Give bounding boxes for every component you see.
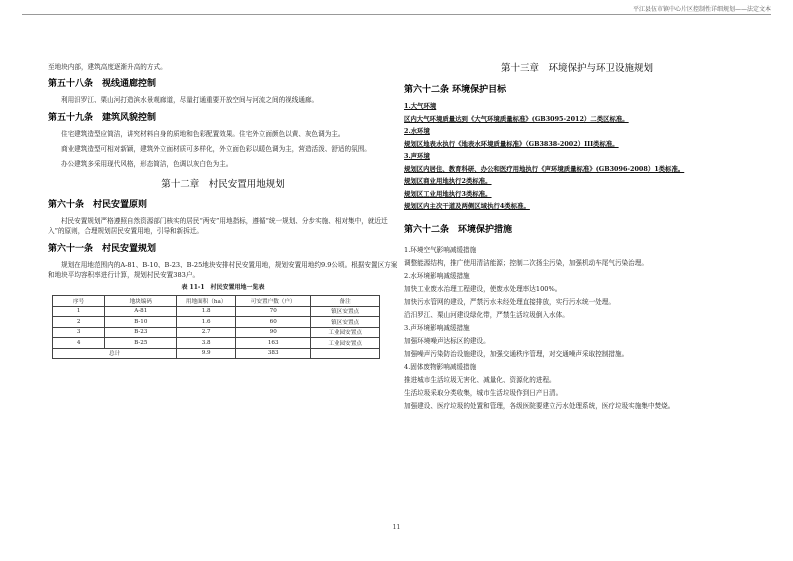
table-cell: 4 — [53, 338, 105, 349]
table-cell: 1 — [53, 306, 105, 317]
table-cell: 163 — [236, 338, 311, 349]
article-61-body: 规划在用地范围内的A-81、B-10、B-23、B-25地块安排村民安置用地，规划安置用地约9.9公顷。根据安置区方案和地块平均容积率进行计算，规划村民安置383户。 — [48, 261, 398, 279]
table-cell: B-10 — [105, 317, 177, 328]
page-number: 11 — [392, 524, 401, 531]
measure-line: 加强噪声污染防治设施建设，加强交通秩序管理，对交通噪声采取控制措施。 — [404, 349, 629, 358]
table-row — [53, 338, 380, 349]
table-header-row — [53, 296, 380, 307]
article-59-paragraph: 商业建筑造型可相对新颖，建筑外立面材质可多样化，外立面色彩以暖色调为主，营造活泼、舒适的氛围。 — [61, 145, 371, 153]
article-58-body: 利用汨罗江、栗山河打造滨水景观廊道，尽量打通重要开放空间与河流之间的视线通廊。 — [61, 96, 319, 104]
measure-line: 生活垃圾采取分类收集，城市生活垃圾作到日产日清。 — [404, 388, 563, 397]
table-row — [53, 317, 380, 328]
article-59-paragraph: 办公建筑多采用现代风格，形态简洁，色调以灰白色为主。 — [61, 160, 233, 168]
goal-item: 规划区内居住、教育科研、办公和医疗用地执行《声环境质量标准》(GB3096-2008）1类标准。 — [404, 164, 685, 173]
table-row — [53, 306, 380, 317]
measure-line: 推进城市生活垃圾无害化、减量化、资源化的进程。 — [404, 375, 556, 384]
goal-item: 规划区地表水执行《地表水环境质量标准》（GB3838-2002）III类标准。 — [404, 139, 619, 148]
table-cell: 工业园安置点 — [311, 327, 380, 338]
resettlement-table — [52, 295, 380, 359]
table-cell: 60 — [236, 317, 311, 328]
table-cell: 3 — [53, 327, 105, 338]
header-rule — [22, 14, 771, 15]
table-caption: 表 11-1 村民安置用地一览表 — [181, 284, 265, 291]
table-cell: 70 — [236, 306, 311, 317]
chapter-12-title: 第十二章 村民安置用地规划 — [161, 179, 285, 190]
table-cell: 镇区安置点 — [311, 317, 380, 328]
left-column — [48, 62, 398, 359]
table-cell: 镇区安置点 — [311, 306, 380, 317]
goal-item: 规划区内主次干道及两侧区域执行4类标准。 — [404, 202, 530, 210]
total-label: 总计 — [53, 348, 177, 359]
article-62-goals-heading: 第六十二条 环境保护目标 — [404, 85, 507, 95]
total-units: 383 — [236, 348, 311, 359]
measure-line: 1.环境空气影响减缓措施 — [404, 245, 477, 254]
running-header: 平江县伍市镇中心片区控制性详细规划——法定文本 — [632, 6, 771, 13]
measure-line: 加快工业废水治理工程建设，使废水处理率达100%。 — [404, 284, 562, 293]
table-cell: B-23 — [105, 327, 177, 338]
total-area: 9.9 — [177, 348, 236, 359]
table-total-row — [53, 348, 380, 359]
article-61-heading: 第六十一条 村民安置规划 — [48, 244, 157, 254]
column-header: 可安置户数（户） — [236, 296, 311, 307]
goal-item: 2.水环境 — [404, 127, 430, 135]
column-header: 备注 — [311, 296, 380, 307]
environment-goals-list — [404, 100, 750, 213]
table-cell-empty — [311, 348, 380, 359]
measure-line: 加强建设、医疗垃圾的处置和管理，各级医院要建立污水处理系统，医疗垃圾实施集中焚烧。 — [404, 401, 675, 410]
goal-item: 区内大气环境质量达到《大气环境质量标准》(GB3095-2012）二类区标准。 — [404, 114, 629, 123]
article-59-paragraph: 住宅建筑造型应简洁，讲究材料自身的质地和色彩配置效果。住宅外立面颜色以黄、灰色调为主。 — [61, 130, 345, 138]
column-header: 序号 — [53, 296, 105, 307]
goal-item: 3.声环境 — [404, 152, 430, 160]
measure-line: 加强环境噪声达标区的建设。 — [404, 336, 490, 345]
table-cell: 1.6 — [177, 317, 236, 328]
article-60-body: 村民安置规划严格遵照自然资源部门核实的居民“两安”用地指标，遵循“统一规划、分步实施、相对集中，就近迁入”的原则，合理规划居民安置用地，引导和新拆迁。 — [48, 217, 388, 235]
goal-item: 1.大气环境 — [404, 102, 437, 110]
goal-item: 规划区工业用地执行3类标准。 — [404, 189, 492, 198]
measure-line: 调整能源结构，推广使用清洁能源；控制二次扬尘污染，加强机动车尾气污染治理。 — [404, 258, 648, 267]
article-58-heading: 第五十八条 视线通廊控制 — [48, 79, 157, 89]
article-59-heading: 第五十九条 建筑风貌控制 — [48, 113, 157, 123]
table-cell: 2.7 — [177, 327, 236, 338]
measure-line: 3.声环境影响减缓措施 — [404, 323, 470, 332]
table-cell: A-81 — [105, 306, 177, 317]
environment-measures-list — [404, 244, 750, 413]
goal-item: 规划区商业用地执行2类标准。 — [404, 177, 492, 185]
table-cell: 工业园安置点 — [311, 338, 380, 349]
table-cell: 3.8 — [177, 338, 236, 349]
column-header: 用地面积（ha） — [177, 296, 236, 307]
measure-line: 加快污水管网的建设，严禁污水未经处理直接排放，实行污水统一处理。 — [404, 297, 615, 306]
article-60-heading: 第六十条 村民安置原则 — [48, 200, 148, 210]
table-cell: 1.8 — [177, 306, 236, 317]
table-cell: 90 — [236, 327, 311, 338]
table-cell: 2 — [53, 317, 105, 328]
table-cell: B-25 — [105, 338, 177, 349]
measure-line: 2.水环境影响减缓措施 — [404, 271, 470, 280]
article-62-measures-heading: 第六十二条 环境保护措施 — [404, 224, 513, 235]
chapter-13-title: 第十三章 环境保护与环卫设施规划 — [500, 63, 653, 74]
measure-line: 4.固体废物影响减缓措施 — [404, 362, 477, 371]
table-row — [53, 327, 380, 338]
measure-line: 沿汨罗江、栗山河建设绿化带，严禁生活垃圾倒入水体。 — [404, 310, 569, 319]
column-header: 地块编码 — [105, 296, 177, 307]
right-column — [404, 62, 750, 413]
intro-text: 至地块内部，建筑高度逐渐升高的方式。 — [48, 63, 167, 71]
